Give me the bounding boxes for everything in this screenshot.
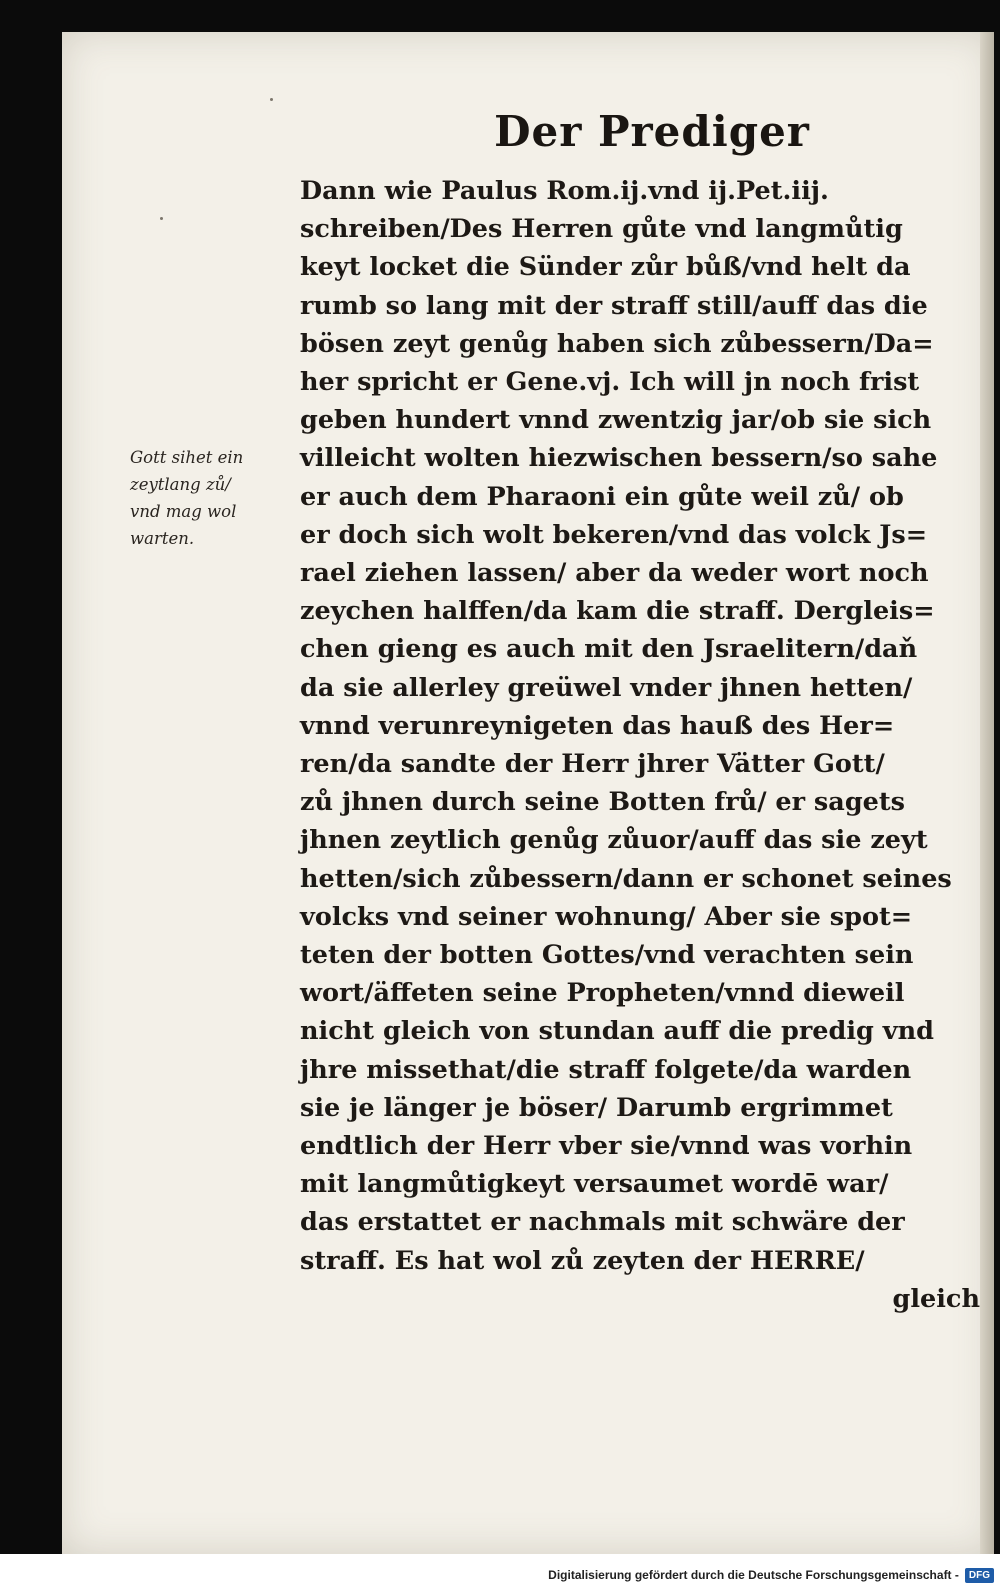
text-line: wort/äffeten seine Propheten/vnnd dieweil	[300, 978, 905, 1009]
marginal-note	[130, 444, 280, 552]
text-line: rumb so lang mit der straff still/auff das die	[300, 290, 928, 321]
book-page	[62, 32, 994, 1554]
text-line: her spricht er Gene.vj. Ich will jn noch frist	[300, 367, 920, 398]
catchword: gleich	[892, 1283, 980, 1314]
paper-speck	[160, 217, 163, 220]
text-line: zů jhnen durch seine Botten frů/ er sagets	[300, 787, 906, 818]
text-line: jhnen zeytlich genůg zůuor/auff das sie zeyt	[300, 825, 928, 856]
marginal-note-line: warten.	[130, 529, 195, 548]
text-line: chen gieng es auch mit den Jsraelitern/daň	[300, 634, 918, 665]
paper-speck	[270, 98, 273, 101]
dfg-logo-icon: DFG	[965, 1568, 994, 1583]
text-line: teten der botten Gottes/vnd verachten sein	[300, 940, 914, 971]
text-line: Dann wie Paulus Rom.ij.vnd ij.Pet.iij.	[300, 176, 829, 206]
text-line: straff. Es hat wol zů zeyten der HERRE/	[300, 1245, 865, 1276]
text-line: bösen zeyt genůg haben sich zůbessern/Da=	[300, 328, 934, 359]
body-text	[300, 172, 990, 1318]
text-line: nicht gleich von stundan auff die predig vnd	[300, 1016, 934, 1047]
text-line: volcks vnd seiner wohnung/ Aber sie spot=	[300, 901, 913, 932]
text-line: das erstattet er nachmals mit schwäre der	[300, 1207, 905, 1238]
text-line: sie je länger je böser/ Darumb ergrimmet	[300, 1092, 893, 1123]
text-line: villeicht wolten hiezwischen bessern/so sahe	[300, 443, 938, 474]
text-line: rael ziehen lassen/ aber da weder wort noch	[300, 558, 929, 589]
marginal-note-line: Gott sihet ein	[130, 448, 244, 467]
text-line: schreiben/Des Herren gůte vnd langmůtig	[300, 214, 903, 245]
text-line: geben hundert vnnd zwentzig jar/ob sie sich	[300, 405, 932, 436]
text-line: er auch dem Pharaoni ein gůte weil zů/ ob	[300, 481, 904, 512]
text-line: da sie allerley greüwel vnder jhnen hetten/	[300, 672, 913, 703]
text-line: er doch sich wolt bekeren/vnd das volck Js=	[300, 519, 928, 550]
text-line: ren/da sandte der Herr jhrer Vätter Gott/	[300, 749, 885, 780]
page-header: Der Prediger	[494, 107, 810, 156]
text-line: hetten/sich zůbessern/dann er schonet seines	[300, 863, 952, 894]
text-line: endtlich der Herr vber sie/vnnd was vorhin	[300, 1131, 913, 1162]
text-line: zeychen halffen/da kam die straff. Dergleis=	[300, 596, 935, 627]
text-line: vnnd verunreynigeten das hauß des Her=	[300, 710, 895, 741]
funding-credit: Digitalisierung gefördert durch die Deutsche Forschungsgemeinschaft -	[548, 1568, 959, 1582]
marginal-note-line: zeytlang zů/	[130, 475, 231, 494]
footer-bar	[0, 1554, 1000, 1596]
text-line: keyt locket die Sünder zůr bůß/vnd helt da	[300, 252, 911, 283]
text-line: mit langmůtigkeyt versaumet wordē war/	[300, 1169, 889, 1200]
text-line: jhre missethat/die straff folgete/da warden	[300, 1054, 912, 1085]
marginal-note-line: vnd mag wol	[130, 502, 237, 521]
